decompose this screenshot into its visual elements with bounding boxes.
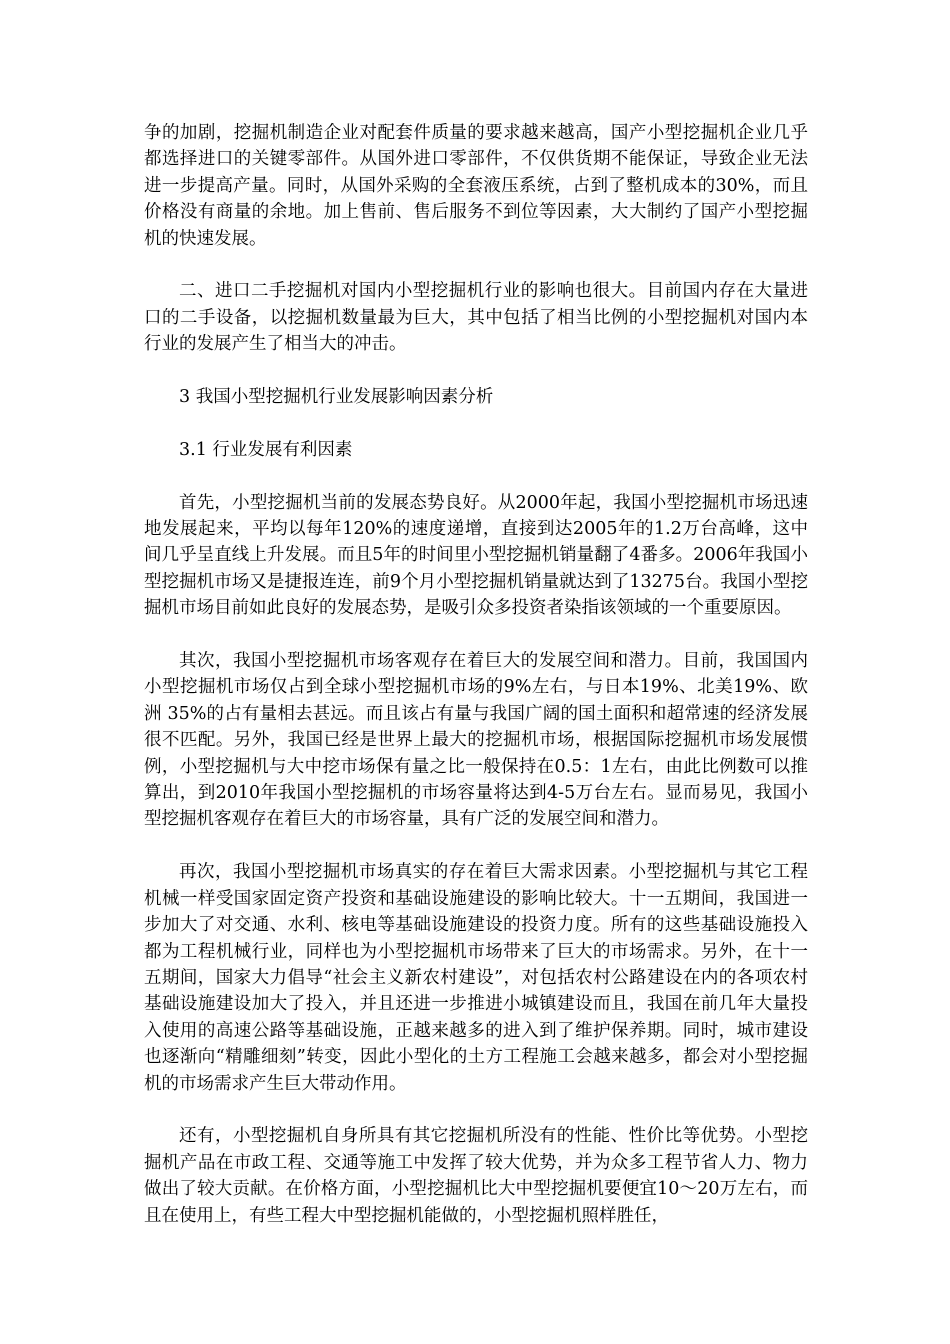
paragraph-continued: 争的加剧，挖掘机制造企业对配套件质量的要求越来越高，国产小型挖掘机企业几乎都选择进口的关键零部件。从国外进口零部件，不仅供货期不能保证，导致企业无法进一步提高产量。同时，从国外采购的全套液压系统，占到了整机成本的30%，而且价格没有商量的余地。加上售前、售后服务不到位等因素，大大制约了国产小型挖掘机的快速发展。 (144, 123, 808, 249)
paragraph-imported-used-excavators: 二、进口二手挖掘机对国内小型挖掘机行业的影响也很大。目前国内存在大量进口的二手设备，以挖掘机数量最为巨大，其中包括了相当比例的小型挖掘机对国内本行业的发展产生了相当大的冲击。 (144, 281, 808, 355)
paragraph-fourth: 还有，小型挖掘机自身所具有其它挖掘机所没有的性能、性价比等优势。小型挖掘机产品在市政工程、交通等施工中发挥了较大优势，并为众多工程节省人力、物力做出了较大贡献。在价格方面，小型挖掘机比大中型挖掘机要便宜10～20万左右，而且在使用上，有些工程大中型挖掘机能做的，小型挖掘机照样胜任， (144, 1126, 808, 1226)
section-heading-3-1: 3.1 行业发展有利因素 (179, 439, 353, 460)
document-page (144, 120, 808, 1255)
paragraph-first: 首先，小型挖掘机当前的发展态势良好。从2000年起，我国小型挖掘机市场迅速地发展起来，平均以每年120%的速度递增，直接到达2005年的1.2万台高峰，这中间几乎呈直线上升发展。而且5年的时间里小型挖掘机销量翻了4番多。2006年我国小型挖掘机市场又是捷报连连，前9个月小型挖掘机销量就达到了13275台。我国小型挖掘机市场目前如此良好的发展态势，是吸引众多投资者染指该领域的一个重要原因。 (144, 492, 808, 619)
paragraph-third: 再次，我国小型挖掘机市场真实的存在着巨大需求因素。小型挖掘机与其它工程机械一样受国家固定资产投资和基础设施建设的影响比较大。十一五期间，我国进一步加大了对交通、水利、核电等基础设施建设的投资力度。所有的这些基础设施投入都为工程机械行业，同样也为小型挖掘机市场带来了巨大的市场需求。另外，在十一五期间，国家大力倡导“社会主义新农村建设”，对包括农村公路建设在内的各项农村基础设施建设加大了投入，并且还进一步推进小城镇建设而且，我国在前几年大量投入使用的高速公路等基础设施，正越来越多的进入到了维护保养期。同时，城市建设也逐渐向“精雕细刻”转变，因此小型化的土方工程施工会越来越多，都会对小型挖掘机的市场需求产生巨大带动作用。 (144, 862, 808, 1094)
paragraph-second: 其次，我国小型挖掘机市场客观存在着巨大的发展空间和潜力。目前，我国国内小型挖掘机市场仅占到全球小型挖掘机市场的9%左右，与日本19%、北美19%、欧洲 35%的占有量相去甚远。而且该占有量与我国广阔的国土面积和超常速的经济发展很不匹配。另外，我国已经是世界上最大的挖掘机市场，根据国际挖掘机市场发展惯例，小型挖掘机与大中挖市场保有量之比一般保持在0.5：1左右，由此比例数可以推算出，到2010年我国小型挖掘机的市场容量将达到4-5万台左右。显而易见，我国小型挖掘机客观存在着巨大的市场容量，具有广泛的发展空间和潜力。 (144, 651, 808, 830)
section-heading-3: 3 我国小型挖掘机行业发展影响因素分析 (179, 387, 494, 408)
